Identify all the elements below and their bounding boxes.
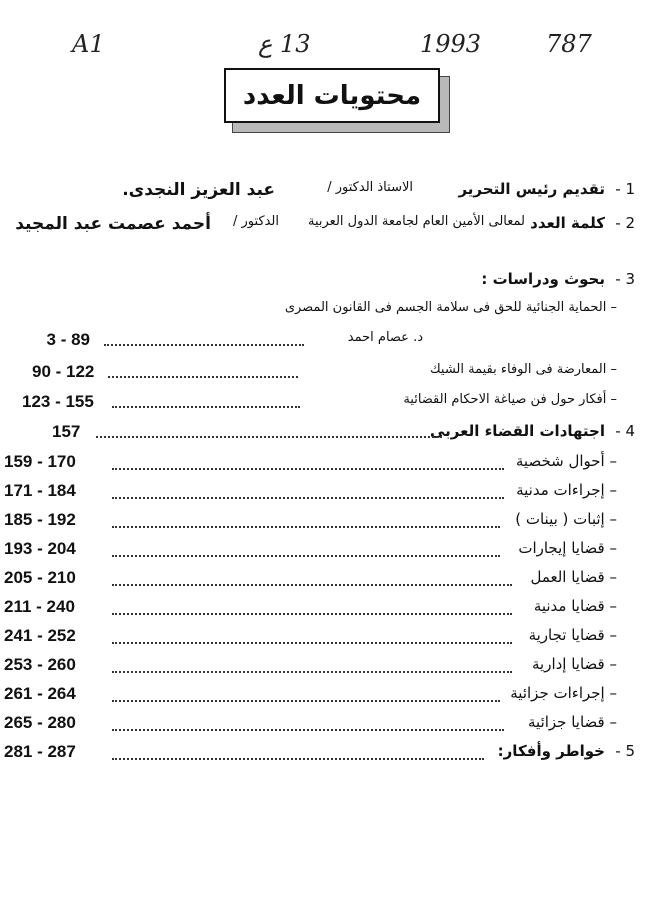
leader-dots <box>108 376 298 378</box>
toc-entry-2 <box>0 214 651 242</box>
handwritten-left: A1 <box>72 30 105 58</box>
entry-2-name: أحمد عصمت عبد المجيد <box>15 214 211 234</box>
study-3-row <box>0 392 651 420</box>
leader-dots <box>112 497 504 499</box>
item-row <box>0 510 651 538</box>
handwritten-number: 787 <box>546 30 592 58</box>
entry-3-number: 3 - <box>615 270 635 288</box>
leader-dots <box>112 555 500 557</box>
page-title: محتويات العدد <box>224 68 440 123</box>
entry-2-number: 2 - <box>615 214 635 232</box>
item-pages: 261 - 264 <box>4 684 76 703</box>
study-1-title: – الحماية الجنائية للحق فى سلامة الجسم فى القانون المصرى <box>284 300 617 315</box>
item-pages: 171 - 184 <box>4 481 76 500</box>
item-pages: 253 - 260 <box>4 655 76 674</box>
entry-2-role: الدكتور / <box>232 214 279 229</box>
study-1-pages: 3 - 89 <box>46 330 90 349</box>
toc-entry-5 <box>0 742 651 770</box>
entry-1-label: تقديم رئيس التحرير <box>458 180 605 198</box>
leader-dots <box>112 729 504 731</box>
study-2-row <box>0 362 651 390</box>
entry-5-number: 5 - <box>615 742 635 760</box>
item-pages: 205 - 210 <box>4 568 76 587</box>
item-row <box>0 684 651 712</box>
study-1-author-row <box>0 330 651 358</box>
item-pages: 185 - 192 <box>4 510 76 529</box>
entry-4-pages: 157 <box>52 422 81 441</box>
study-3-pages: 123 - 155 <box>22 392 94 411</box>
item-pages: 193 - 204 <box>4 539 76 558</box>
leader-dots <box>112 526 500 528</box>
item-label: – إثبات ( بينات ) <box>515 510 617 528</box>
entry-4-label: اجتهادات القضاء العربى <box>430 422 605 440</box>
item-pages: 159 - 170 <box>4 452 76 471</box>
item-label: – قضايا جزائية <box>528 713 617 731</box>
item-pages: 265 - 280 <box>4 713 76 732</box>
handwritten-mid: 13 ع <box>258 30 311 58</box>
item-label: – قضايا تجارية <box>528 626 617 644</box>
item-label: – أحوال شخصية <box>515 452 617 470</box>
entry-3-label: بحوث ودراسات : <box>481 270 605 288</box>
item-row <box>0 713 651 741</box>
item-row <box>0 539 651 567</box>
leader-dots <box>112 406 300 408</box>
toc-entry-1 <box>0 180 651 208</box>
study-1-title-row <box>0 300 651 328</box>
leader-dots <box>104 344 304 346</box>
item-label: – قضايا مدنية <box>533 597 617 615</box>
leader-dots <box>112 613 512 615</box>
item-row <box>0 626 651 654</box>
entry-5-label: خواطر وأفكار: <box>497 742 605 760</box>
item-row <box>0 568 651 596</box>
item-label: – قضايا العمل <box>530 568 617 586</box>
study-2-pages: 90 - 122 <box>32 362 95 381</box>
handwritten-year: 1993 <box>420 30 482 58</box>
toc-entry-4 <box>0 422 651 450</box>
leader-dots <box>112 700 500 702</box>
entry-2-text: لمعالى الأمين العام لجامعة الدول العربية <box>308 214 525 229</box>
item-row <box>0 452 651 480</box>
item-label: – إجراءات جزائية <box>510 684 617 702</box>
entry-2-label: كلمة العدد <box>530 214 605 232</box>
item-label: – قضايا إدارية <box>531 655 617 673</box>
toc-entry-3 <box>0 270 651 298</box>
study-3-title: – أفكار حول فن صياغة الاحكام القضائية <box>403 392 617 407</box>
item-label: – قضايا إيجارات <box>518 539 617 557</box>
study-1-author: د. عصام احمد <box>347 330 423 345</box>
leader-dots <box>112 642 512 644</box>
leader-dots <box>112 758 484 760</box>
entry-5-pages: 281 - 287 <box>4 742 76 761</box>
study-2-title: – المعارضة فى الوفاء بقيمة الشيك <box>429 362 617 377</box>
entry-1-number: 1 - <box>615 180 635 198</box>
item-row <box>0 481 651 509</box>
entry-1-name: عبد العزيز النجدى. <box>122 180 275 200</box>
item-row <box>0 655 651 683</box>
item-pages: 241 - 252 <box>4 626 76 645</box>
item-pages: 211 - 240 <box>4 597 75 616</box>
entry-1-role: الاستاذ الدكتور / <box>327 180 413 195</box>
leader-dots <box>96 436 442 438</box>
entry-4-number: 4 - <box>615 422 635 440</box>
leader-dots <box>112 584 512 586</box>
leader-dots <box>112 671 512 673</box>
item-row <box>0 597 651 625</box>
leader-dots <box>112 468 504 470</box>
item-label: – إجراءات مدنية <box>516 481 617 499</box>
